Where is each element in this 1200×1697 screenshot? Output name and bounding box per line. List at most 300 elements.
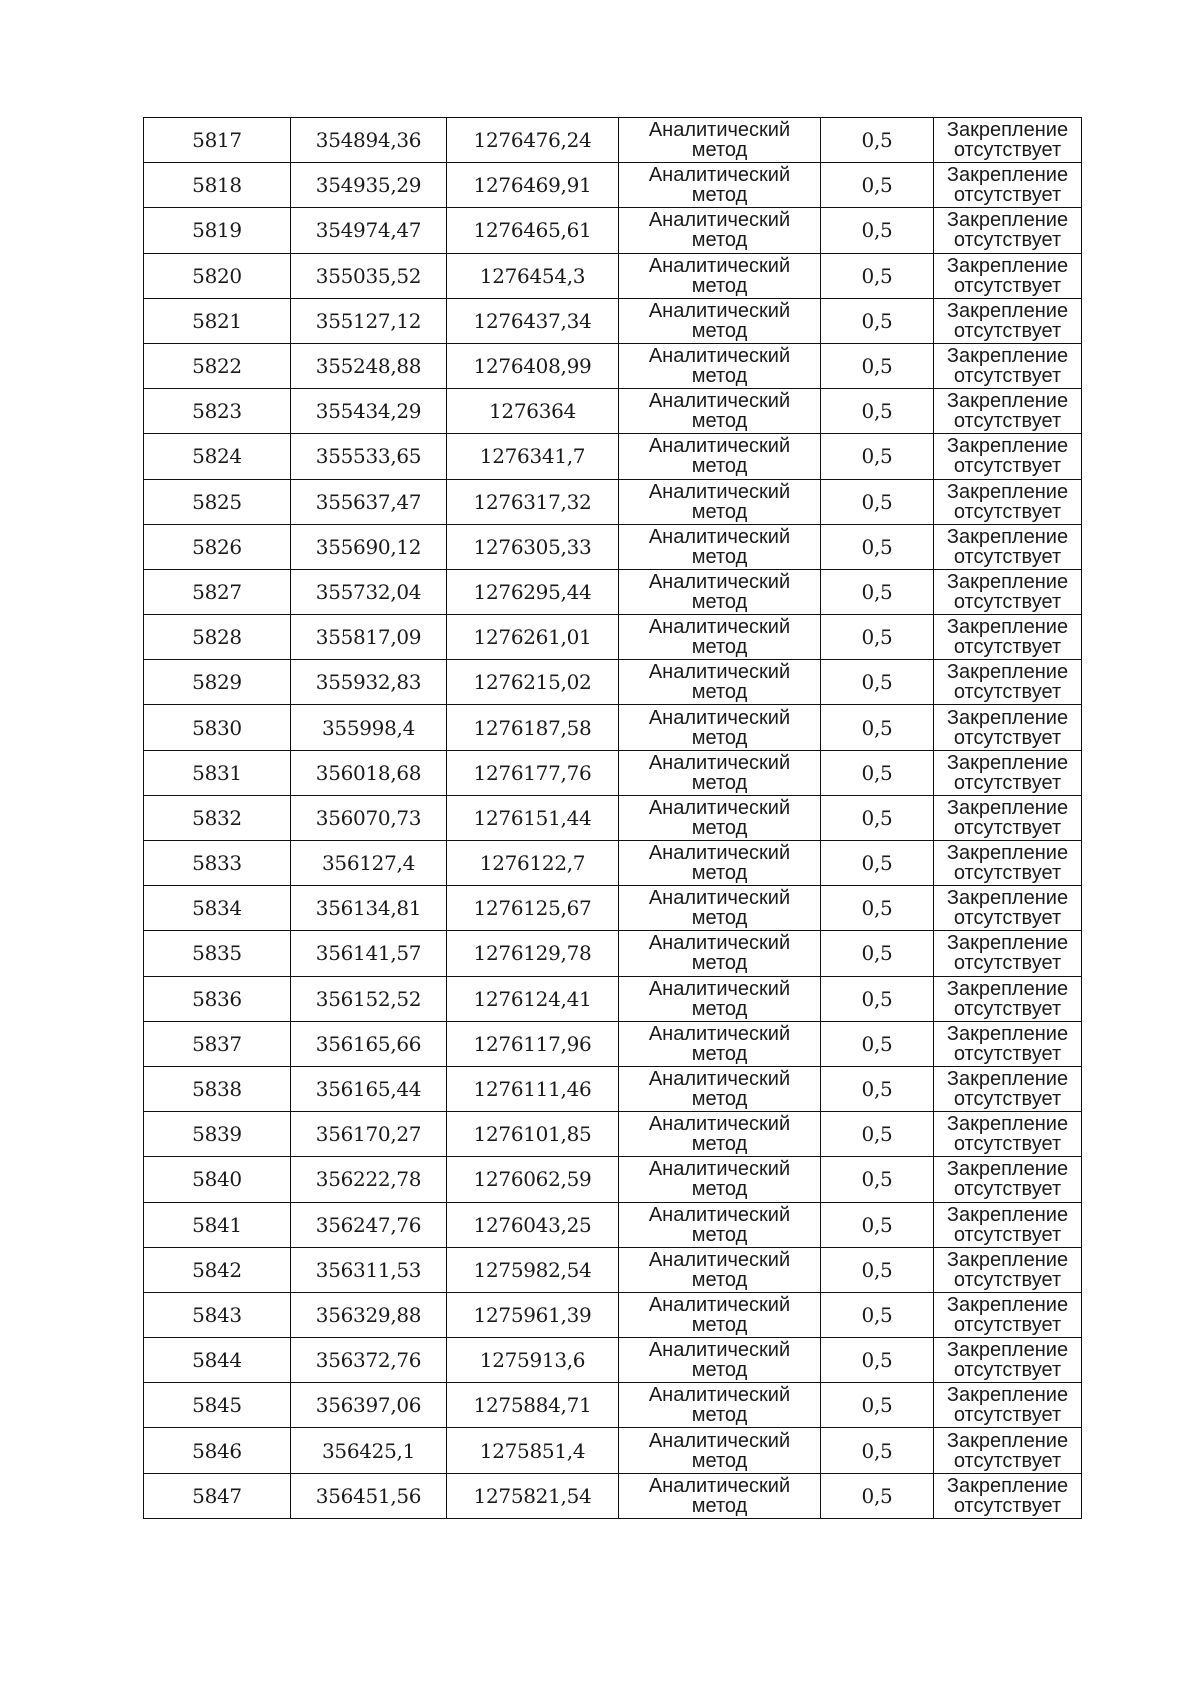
point-number-cell: 5822 bbox=[144, 343, 291, 388]
accuracy-cell: 0,5 bbox=[821, 1202, 934, 1247]
fixing-cell-line1: Закрепление bbox=[946, 435, 1069, 458]
accuracy-cell: 0,5 bbox=[821, 163, 934, 208]
accuracy-cell: 0,5 bbox=[821, 795, 934, 840]
fixing-cell bbox=[934, 389, 1082, 434]
table-row bbox=[144, 1338, 1082, 1383]
fixing-cell bbox=[934, 1383, 1082, 1428]
point-number-cell: 5830 bbox=[144, 705, 291, 750]
method-cell-line1: Аналитический bbox=[648, 1203, 791, 1226]
method-cell-line2: метод bbox=[691, 1223, 748, 1246]
method-cell-line2: метод bbox=[691, 1494, 748, 1517]
fixing-cell-line1: Закрепление bbox=[946, 299, 1069, 322]
accuracy-cell: 0,5 bbox=[821, 841, 934, 886]
point-number-cell: 5821 bbox=[144, 298, 291, 343]
method-cell-line2: метод bbox=[691, 997, 748, 1020]
y-coordinate-cell: 1276062,59 bbox=[447, 1157, 619, 1202]
y-coordinate-cell: 1276476,24 bbox=[447, 118, 619, 163]
fixing-cell bbox=[934, 524, 1082, 569]
y-coordinate-cell: 1276043,25 bbox=[447, 1202, 619, 1247]
fixing-cell-line1: Закрепление bbox=[946, 390, 1069, 413]
x-coordinate-cell: 354894,36 bbox=[291, 118, 447, 163]
fixing-cell bbox=[934, 1157, 1082, 1202]
method-cell-line2: метод bbox=[691, 816, 748, 839]
y-coordinate-cell: 1276341,7 bbox=[447, 434, 619, 479]
point-number-cell: 5829 bbox=[144, 660, 291, 705]
method-cell bbox=[619, 298, 821, 343]
method-cell-line2: метод bbox=[691, 681, 748, 704]
fixing-cell-line1: Закрепление bbox=[946, 616, 1069, 639]
y-coordinate-cell: 1276295,44 bbox=[447, 569, 619, 614]
y-coordinate-cell: 1275913,6 bbox=[447, 1338, 619, 1383]
method-cell bbox=[619, 524, 821, 569]
method-cell-line1: Аналитический bbox=[648, 525, 791, 548]
table-row bbox=[144, 750, 1082, 795]
point-number-cell: 5845 bbox=[144, 1383, 291, 1428]
method-cell-line1: Аналитический bbox=[648, 1339, 791, 1362]
method-cell-line2: метод bbox=[691, 952, 748, 975]
method-cell bbox=[619, 615, 821, 660]
accuracy-cell: 0,5 bbox=[821, 1292, 934, 1337]
x-coordinate-cell: 356141,57 bbox=[291, 931, 447, 976]
method-cell-line1: Аналитический bbox=[648, 1068, 791, 1091]
method-cell bbox=[619, 1247, 821, 1292]
method-cell-line1: Аналитический bbox=[648, 1384, 791, 1407]
point-number-cell: 5818 bbox=[144, 163, 291, 208]
method-cell-line2: метод bbox=[691, 1042, 748, 1065]
x-coordinate-cell: 356070,73 bbox=[291, 795, 447, 840]
fixing-cell-line1: Закрепление bbox=[946, 1474, 1069, 1497]
fixing-cell bbox=[934, 1202, 1082, 1247]
fixing-cell-line2: отсутствует bbox=[953, 184, 1062, 207]
accuracy-cell: 0,5 bbox=[821, 253, 934, 298]
method-cell-line1: Аналитический bbox=[648, 209, 791, 232]
method-cell-line1: Аналитический bbox=[648, 706, 791, 729]
method-cell bbox=[619, 1338, 821, 1383]
table-row bbox=[144, 208, 1082, 253]
fixing-cell-line1: Закрепление bbox=[946, 842, 1069, 865]
fixing-cell-line2: отсутствует bbox=[953, 997, 1062, 1020]
x-coordinate-cell: 356425,1 bbox=[291, 1428, 447, 1473]
point-number-cell: 5824 bbox=[144, 434, 291, 479]
table-row bbox=[144, 1428, 1082, 1473]
x-coordinate-cell: 356152,52 bbox=[291, 976, 447, 1021]
point-number-cell: 5827 bbox=[144, 569, 291, 614]
table-row bbox=[144, 931, 1082, 976]
accuracy-cell: 0,5 bbox=[821, 886, 934, 931]
table-row bbox=[144, 118, 1082, 163]
point-number-cell: 5844 bbox=[144, 1338, 291, 1383]
method-cell bbox=[619, 660, 821, 705]
table-row bbox=[144, 841, 1082, 886]
method-cell-line2: метод bbox=[691, 455, 748, 478]
accuracy-cell: 0,5 bbox=[821, 1428, 934, 1473]
point-number-cell: 5825 bbox=[144, 479, 291, 524]
method-cell bbox=[619, 1202, 821, 1247]
fixing-cell-line1: Закрепление bbox=[946, 1158, 1069, 1181]
accuracy-cell: 0,5 bbox=[821, 479, 934, 524]
method-cell-line2: метод bbox=[691, 545, 748, 568]
method-cell bbox=[619, 886, 821, 931]
point-number-cell: 5832 bbox=[144, 795, 291, 840]
method-cell-line2: метод bbox=[691, 726, 748, 749]
x-coordinate-cell: 355127,12 bbox=[291, 298, 447, 343]
method-cell-line1: Аналитический bbox=[648, 299, 791, 322]
accuracy-cell: 0,5 bbox=[821, 1066, 934, 1111]
table-row bbox=[144, 343, 1082, 388]
point-number-cell: 5840 bbox=[144, 1157, 291, 1202]
table-row bbox=[144, 1157, 1082, 1202]
method-cell-line2: метод bbox=[691, 1133, 748, 1156]
table-row bbox=[144, 253, 1082, 298]
table-row bbox=[144, 163, 1082, 208]
fixing-cell-line1: Закрепление bbox=[946, 1384, 1069, 1407]
fixing-cell-line2: отсутствует bbox=[953, 455, 1062, 478]
coordinates-table-body bbox=[144, 118, 1082, 1519]
fixing-cell-line1: Закрепление bbox=[946, 345, 1069, 368]
point-number-cell: 5846 bbox=[144, 1428, 291, 1473]
point-number-cell: 5835 bbox=[144, 931, 291, 976]
fixing-cell-line1: Закрепление bbox=[946, 164, 1069, 187]
fixing-cell-line2: отсутствует bbox=[953, 229, 1062, 252]
accuracy-cell: 0,5 bbox=[821, 750, 934, 795]
method-cell bbox=[619, 343, 821, 388]
y-coordinate-cell: 1276124,41 bbox=[447, 976, 619, 1021]
method-cell-line1: Аналитический bbox=[648, 1158, 791, 1181]
point-number-cell: 5842 bbox=[144, 1247, 291, 1292]
fixing-cell-line1: Закрепление bbox=[946, 887, 1069, 910]
method-cell bbox=[619, 841, 821, 886]
method-cell-line1: Аналитический bbox=[648, 932, 791, 955]
x-coordinate-cell: 355035,52 bbox=[291, 253, 447, 298]
y-coordinate-cell: 1276125,67 bbox=[447, 886, 619, 931]
x-coordinate-cell: 356311,53 bbox=[291, 1247, 447, 1292]
y-coordinate-cell: 1276454,3 bbox=[447, 253, 619, 298]
method-cell bbox=[619, 569, 821, 614]
method-cell-line2: метод bbox=[691, 590, 748, 613]
point-number-cell: 5823 bbox=[144, 389, 291, 434]
method-cell-line1: Аналитический bbox=[648, 661, 791, 684]
accuracy-cell: 0,5 bbox=[821, 1338, 934, 1383]
table-row bbox=[144, 1202, 1082, 1247]
method-cell-line1: Аналитический bbox=[648, 435, 791, 458]
fixing-cell bbox=[934, 795, 1082, 840]
y-coordinate-cell: 1276151,44 bbox=[447, 795, 619, 840]
x-coordinate-cell: 356170,27 bbox=[291, 1112, 447, 1157]
method-cell-line1: Аналитический bbox=[648, 1429, 791, 1452]
x-coordinate-cell: 355637,47 bbox=[291, 479, 447, 524]
method-cell-line1: Аналитический bbox=[648, 1474, 791, 1497]
method-cell-line2: метод bbox=[691, 1178, 748, 1201]
fixing-cell-line1: Закрепление bbox=[946, 1248, 1069, 1271]
fixing-cell bbox=[934, 569, 1082, 614]
method-cell-line2: метод bbox=[691, 139, 748, 162]
y-coordinate-cell: 1276465,61 bbox=[447, 208, 619, 253]
method-cell-line2: метод bbox=[691, 1449, 748, 1472]
fixing-cell-line1: Закрепление bbox=[946, 1293, 1069, 1316]
point-number-cell: 5841 bbox=[144, 1202, 291, 1247]
y-coordinate-cell: 1276408,99 bbox=[447, 343, 619, 388]
fixing-cell bbox=[934, 434, 1082, 479]
y-coordinate-cell: 1276111,46 bbox=[447, 1066, 619, 1111]
accuracy-cell: 0,5 bbox=[821, 1112, 934, 1157]
point-number-cell: 5837 bbox=[144, 1021, 291, 1066]
method-cell bbox=[619, 1021, 821, 1066]
method-cell bbox=[619, 389, 821, 434]
method-cell-line1: Аналитический bbox=[648, 570, 791, 593]
y-coordinate-cell: 1276177,76 bbox=[447, 750, 619, 795]
table-row bbox=[144, 615, 1082, 660]
point-number-cell: 5847 bbox=[144, 1473, 291, 1518]
y-coordinate-cell: 1276101,85 bbox=[447, 1112, 619, 1157]
fixing-cell-line1: Закрепление bbox=[946, 254, 1069, 277]
method-cell bbox=[619, 976, 821, 1021]
method-cell-line2: метод bbox=[691, 1313, 748, 1336]
y-coordinate-cell: 1275821,54 bbox=[447, 1473, 619, 1518]
method-cell bbox=[619, 1112, 821, 1157]
point-number-cell: 5817 bbox=[144, 118, 291, 163]
accuracy-cell: 0,5 bbox=[821, 389, 934, 434]
fixing-cell-line2: отсутствует bbox=[953, 1042, 1062, 1065]
method-cell bbox=[619, 1292, 821, 1337]
fixing-cell-line2: отсутствует bbox=[953, 274, 1062, 297]
fixing-cell-line2: отсутствует bbox=[953, 816, 1062, 839]
method-cell-line2: метод bbox=[691, 636, 748, 659]
fixing-cell-line1: Закрепление bbox=[946, 480, 1069, 503]
fixing-cell bbox=[934, 660, 1082, 705]
method-cell bbox=[619, 1383, 821, 1428]
accuracy-cell: 0,5 bbox=[821, 434, 934, 479]
method-cell-line1: Аналитический bbox=[648, 796, 791, 819]
method-cell-line1: Аналитический bbox=[648, 1293, 791, 1316]
method-cell-line2: метод bbox=[691, 500, 748, 523]
fixing-cell bbox=[934, 1473, 1082, 1518]
y-coordinate-cell: 1276437,34 bbox=[447, 298, 619, 343]
method-cell-line1: Аналитический bbox=[648, 887, 791, 910]
accuracy-cell: 0,5 bbox=[821, 118, 934, 163]
x-coordinate-cell: 355533,65 bbox=[291, 434, 447, 479]
fixing-cell-line1: Закрепление bbox=[946, 525, 1069, 548]
table-row bbox=[144, 298, 1082, 343]
method-cell-line1: Аналитический bbox=[648, 1022, 791, 1045]
method-cell-line1: Аналитический bbox=[648, 977, 791, 1000]
fixing-cell-line1: Закрепление bbox=[946, 1113, 1069, 1136]
method-cell bbox=[619, 1473, 821, 1518]
method-cell-line2: метод bbox=[691, 1404, 748, 1427]
point-number-cell: 5820 bbox=[144, 253, 291, 298]
method-cell-line2: метод bbox=[691, 365, 748, 388]
accuracy-cell: 0,5 bbox=[821, 976, 934, 1021]
method-cell-line1: Аналитический bbox=[648, 390, 791, 413]
method-cell-line2: метод bbox=[691, 1268, 748, 1291]
fixing-cell bbox=[934, 615, 1082, 660]
x-coordinate-cell: 356397,06 bbox=[291, 1383, 447, 1428]
method-cell-line1: Аналитический bbox=[648, 119, 791, 142]
table-row bbox=[144, 524, 1082, 569]
fixing-cell-line2: отсутствует bbox=[953, 1088, 1062, 1111]
fixing-cell bbox=[934, 1021, 1082, 1066]
point-number-cell: 5843 bbox=[144, 1292, 291, 1337]
fixing-cell-line2: отсутствует bbox=[953, 1223, 1062, 1246]
fixing-cell-line2: отсутствует bbox=[953, 410, 1062, 433]
table-row bbox=[144, 1383, 1082, 1428]
method-cell-line2: метод bbox=[691, 1088, 748, 1111]
method-cell bbox=[619, 434, 821, 479]
accuracy-cell: 0,5 bbox=[821, 931, 934, 976]
fixing-cell bbox=[934, 976, 1082, 1021]
method-cell-line2: метод bbox=[691, 410, 748, 433]
accuracy-cell: 0,5 bbox=[821, 298, 934, 343]
method-cell bbox=[619, 118, 821, 163]
x-coordinate-cell: 356247,76 bbox=[291, 1202, 447, 1247]
fixing-cell-line1: Закрепление bbox=[946, 796, 1069, 819]
fixing-cell-line2: отсутствует bbox=[953, 1133, 1062, 1156]
table-row bbox=[144, 1066, 1082, 1111]
fixing-cell-line2: отсутствует bbox=[953, 545, 1062, 568]
method-cell-line1: Аналитический bbox=[648, 616, 791, 639]
y-coordinate-cell: 1276305,33 bbox=[447, 524, 619, 569]
point-number-cell: 5819 bbox=[144, 208, 291, 253]
table-row bbox=[144, 886, 1082, 931]
method-cell-line2: метод bbox=[691, 319, 748, 342]
fixing-cell-line2: отсутствует bbox=[953, 139, 1062, 162]
x-coordinate-cell: 354935,29 bbox=[291, 163, 447, 208]
fixing-cell-line2: отсутствует bbox=[953, 319, 1062, 342]
x-coordinate-cell: 355732,04 bbox=[291, 569, 447, 614]
x-coordinate-cell: 356451,56 bbox=[291, 1473, 447, 1518]
table-row bbox=[144, 569, 1082, 614]
x-coordinate-cell: 355932,83 bbox=[291, 660, 447, 705]
method-cell bbox=[619, 705, 821, 750]
table-row bbox=[144, 1473, 1082, 1518]
accuracy-cell: 0,5 bbox=[821, 660, 934, 705]
method-cell-line2: метод bbox=[691, 184, 748, 207]
table-row bbox=[144, 705, 1082, 750]
table-row bbox=[144, 389, 1082, 434]
fixing-cell-line2: отсутствует bbox=[953, 681, 1062, 704]
y-coordinate-cell: 1276215,02 bbox=[447, 660, 619, 705]
table-row bbox=[144, 795, 1082, 840]
y-coordinate-cell: 1276117,96 bbox=[447, 1021, 619, 1066]
fixing-cell-line1: Закрепление bbox=[946, 1429, 1069, 1452]
fixing-cell-line2: отсутствует bbox=[953, 365, 1062, 388]
fixing-cell-line2: отсутствует bbox=[953, 907, 1062, 930]
method-cell-line1: Аналитический bbox=[648, 164, 791, 187]
fixing-cell-line1: Закрепление bbox=[946, 661, 1069, 684]
x-coordinate-cell: 355434,29 bbox=[291, 389, 447, 434]
fixing-cell-line1: Закрепление bbox=[946, 1022, 1069, 1045]
accuracy-cell: 0,5 bbox=[821, 524, 934, 569]
accuracy-cell: 0,5 bbox=[821, 705, 934, 750]
fixing-cell-line1: Закрепление bbox=[946, 932, 1069, 955]
fixing-cell bbox=[934, 1112, 1082, 1157]
fixing-cell-line1: Закрепление bbox=[946, 209, 1069, 232]
x-coordinate-cell: 356018,68 bbox=[291, 750, 447, 795]
fixing-cell bbox=[934, 705, 1082, 750]
accuracy-cell: 0,5 bbox=[821, 1383, 934, 1428]
fixing-cell-line2: отсутствует bbox=[953, 1268, 1062, 1291]
method-cell-line1: Аналитический bbox=[648, 751, 791, 774]
table-row bbox=[144, 1021, 1082, 1066]
x-coordinate-cell: 356127,4 bbox=[291, 841, 447, 886]
fixing-cell bbox=[934, 343, 1082, 388]
y-coordinate-cell: 1275851,4 bbox=[447, 1428, 619, 1473]
method-cell-line2: метод bbox=[691, 907, 748, 930]
fixing-cell-line2: отсутствует bbox=[953, 590, 1062, 613]
y-coordinate-cell: 1276122,7 bbox=[447, 841, 619, 886]
fixing-cell bbox=[934, 208, 1082, 253]
point-number-cell: 5839 bbox=[144, 1112, 291, 1157]
fixing-cell-line2: отсутствует bbox=[953, 636, 1062, 659]
method-cell-line2: метод bbox=[691, 274, 748, 297]
x-coordinate-cell: 355998,4 bbox=[291, 705, 447, 750]
method-cell bbox=[619, 1066, 821, 1111]
y-coordinate-cell: 1276187,58 bbox=[447, 705, 619, 750]
y-coordinate-cell: 1275884,71 bbox=[447, 1383, 619, 1428]
method-cell-line1: Аналитический bbox=[648, 1248, 791, 1271]
fixing-cell bbox=[934, 841, 1082, 886]
fixing-cell-line1: Закрепление bbox=[946, 706, 1069, 729]
x-coordinate-cell: 356165,44 bbox=[291, 1066, 447, 1111]
y-coordinate-cell: 1276317,32 bbox=[447, 479, 619, 524]
fixing-cell-line2: отсутствует bbox=[953, 952, 1062, 975]
fixing-cell-line1: Закрепление bbox=[946, 977, 1069, 1000]
point-number-cell: 5826 bbox=[144, 524, 291, 569]
method-cell-line1: Аналитический bbox=[648, 1113, 791, 1136]
fixing-cell-line2: отсутствует bbox=[953, 862, 1062, 885]
y-coordinate-cell: 1276261,01 bbox=[447, 615, 619, 660]
method-cell-line2: метод bbox=[691, 771, 748, 794]
x-coordinate-cell: 354974,47 bbox=[291, 208, 447, 253]
accuracy-cell: 0,5 bbox=[821, 343, 934, 388]
table-row bbox=[144, 660, 1082, 705]
fixing-cell-line2: отсутствует bbox=[953, 1494, 1062, 1517]
fixing-cell bbox=[934, 750, 1082, 795]
y-coordinate-cell: 1276469,91 bbox=[447, 163, 619, 208]
point-number-cell: 5831 bbox=[144, 750, 291, 795]
fixing-cell bbox=[934, 1066, 1082, 1111]
fixing-cell-line1: Закрепление bbox=[946, 119, 1069, 142]
method-cell bbox=[619, 795, 821, 840]
y-coordinate-cell: 1276129,78 bbox=[447, 931, 619, 976]
fixing-cell bbox=[934, 1428, 1082, 1473]
x-coordinate-cell: 355817,09 bbox=[291, 615, 447, 660]
x-coordinate-cell: 356222,78 bbox=[291, 1157, 447, 1202]
method-cell bbox=[619, 1428, 821, 1473]
accuracy-cell: 0,5 bbox=[821, 1247, 934, 1292]
x-coordinate-cell: 356372,76 bbox=[291, 1338, 447, 1383]
method-cell-line2: метод bbox=[691, 1359, 748, 1382]
coordinates-table bbox=[143, 117, 1082, 1519]
method-cell bbox=[619, 253, 821, 298]
point-number-cell: 5838 bbox=[144, 1066, 291, 1111]
table-row bbox=[144, 1112, 1082, 1157]
method-cell bbox=[619, 750, 821, 795]
accuracy-cell: 0,5 bbox=[821, 615, 934, 660]
point-number-cell: 5833 bbox=[144, 841, 291, 886]
x-coordinate-cell: 355690,12 bbox=[291, 524, 447, 569]
table-row bbox=[144, 1247, 1082, 1292]
fixing-cell-line2: отсутствует bbox=[953, 1449, 1062, 1472]
accuracy-cell: 0,5 bbox=[821, 1157, 934, 1202]
method-cell-line1: Аналитический bbox=[648, 842, 791, 865]
x-coordinate-cell: 355248,88 bbox=[291, 343, 447, 388]
method-cell bbox=[619, 1157, 821, 1202]
fixing-cell-line2: отсутствует bbox=[953, 1404, 1062, 1427]
fixing-cell bbox=[934, 163, 1082, 208]
point-number-cell: 5828 bbox=[144, 615, 291, 660]
y-coordinate-cell: 1275982,54 bbox=[447, 1247, 619, 1292]
fixing-cell bbox=[934, 118, 1082, 163]
